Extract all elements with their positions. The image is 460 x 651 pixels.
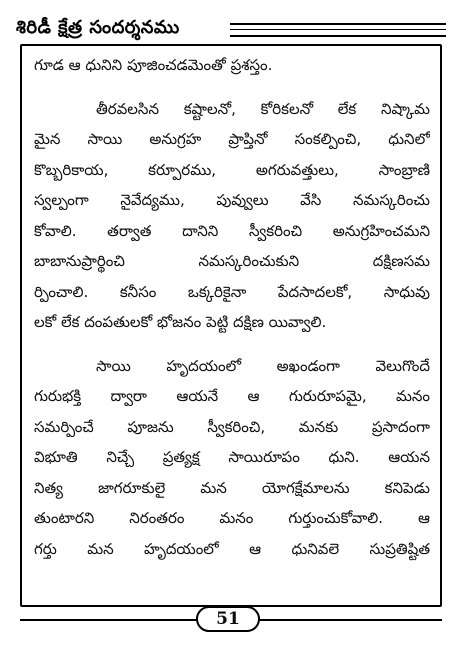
text-line: కొబ్బరికాయ, కర్పూరము, అగరువత్తులు, సాంబ్రాణి (34, 160, 430, 179)
page-header (16, 14, 446, 42)
body-text (34, 50, 430, 564)
paragraph-gap (34, 338, 430, 351)
paragraph-gap (34, 81, 430, 94)
running-title: శిరిడీ క్షేత్ర సందర్శనము (16, 17, 180, 38)
text-line: స్వల్పంగా నైవేద్యము, పువ్వులు వేసి నమస్కరించు (34, 191, 430, 209)
text-line: బాబానుప్రార్థించి నమస్కరించుకుని దక్షిణసమ (34, 252, 430, 270)
text-line: ర్పించాలి. కనీసం ఒక్కరికైనా పేదసాదలకో, సాధువు (34, 282, 430, 301)
text-line: సమర్పించే పూజను స్వీకరించి, మనకు ప్రసాదంగా (34, 417, 430, 436)
text-line: గూడ ఆ ధునిని పూజించడమెంతో ప్రశస్తం. (34, 56, 273, 74)
text-line: గురుభక్తి ద్వారా ఆయనే ఆ గురురూపమై, మనం (34, 387, 430, 405)
page-number: 51 (196, 606, 260, 632)
text-line: గర్తు మన హృదయంలో ఆ ధునివలె సుప్రతిష్టిత (34, 539, 430, 558)
text-line: విభూతి నిచ్చే ప్రత్యక్ష సాయిరూపం ధుని. ఆయన (34, 448, 430, 466)
text-frame (20, 44, 442, 607)
text-line: లకో లేక దంపతులకో భోజనం పెట్టి దక్షిణ యివ్వాలి. (34, 313, 327, 331)
text-line: సాయి హృదయంలో అఖండంగా వెలుగొందే (96, 356, 430, 375)
text-line: తుంటారని నిరంతరం మనం గుర్తుంచుకోవాలి. ఆ (34, 509, 430, 527)
header-rule (230, 23, 446, 37)
text-line: తీరవలసిన కష్టాలనో, కోరికలనో లేక నిష్కామ (96, 99, 430, 118)
text-line: కోవాలి. తర్వాత దానిని స్వీకరించి అనుగ్రహించమని (34, 221, 430, 240)
text-line: నిత్య జాగరూకులై మన యోగక్షేమాలను కనిపెడు (34, 478, 430, 497)
text-line: మైన సాయి అనుగ్రహ ప్రాప్తినో సంకల్పించి, ధునిలో (34, 130, 430, 148)
